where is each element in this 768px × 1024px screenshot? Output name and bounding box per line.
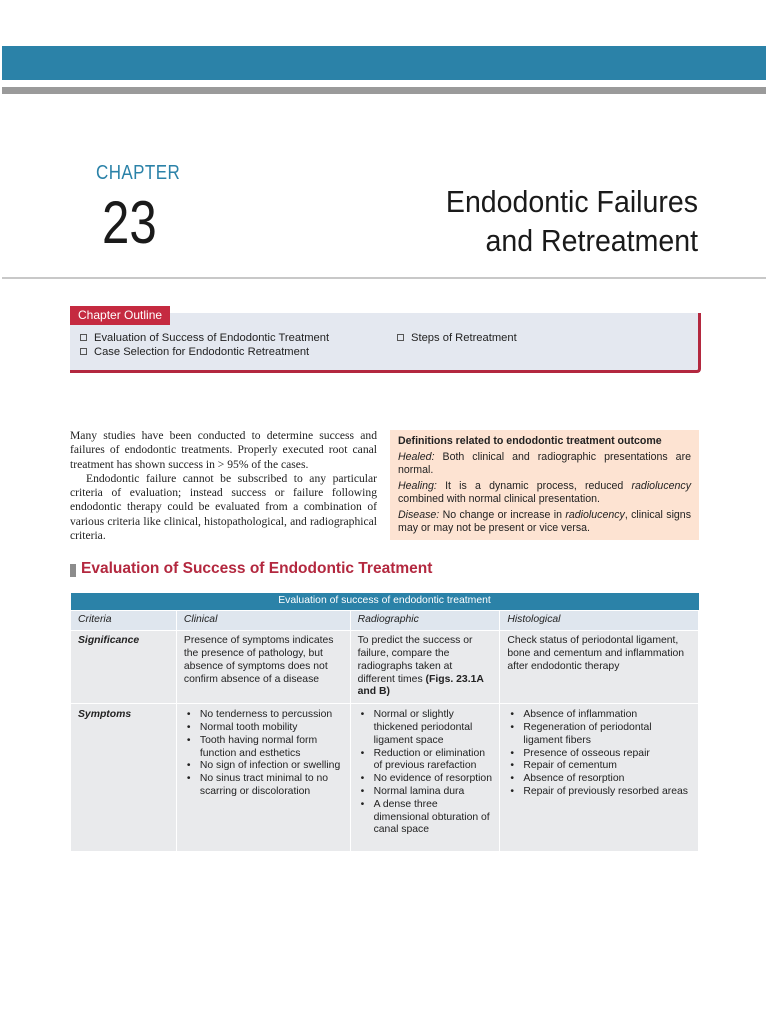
definition-emphasis: radiolucency xyxy=(565,509,625,521)
header-color-bar xyxy=(2,46,766,80)
list-item: • Absence of resorption xyxy=(507,773,691,786)
definition-text: No change or increase in xyxy=(439,509,566,521)
table-cell xyxy=(500,704,699,852)
intro-paragraph-1: Many studies have been conducted to determine success and failures of endodontic treatments. Properly executed root canal treatment has shown success in > 95% of the cases. xyxy=(70,429,377,471)
table-cell: Presence of symptoms indicates the presence of pathology, but absence of symptoms does not confirm absence of a disease xyxy=(176,631,350,704)
checkbox-icon xyxy=(80,334,87,341)
intro-text xyxy=(70,429,377,543)
bullet-list xyxy=(507,709,691,799)
table-row xyxy=(71,631,699,704)
definition-healed xyxy=(398,451,691,477)
intro-paragraph-2: Endodontic failure cannot be subscribed to any particular criteria of evaluation; instead success or failure following endodontic therapy could be evaluated from a combination of various criteria like clinical, histopathological, and radiographical criteria. xyxy=(70,471,377,543)
checkbox-icon xyxy=(397,334,404,341)
outline-item-label: Evaluation of Success of Endodontic Treatment xyxy=(94,332,330,344)
outline-item[interactable] xyxy=(393,331,517,345)
outline-list-right xyxy=(393,331,517,345)
row-label: Significance xyxy=(71,631,177,704)
list-item: • No sinus tract minimal to no scarring or discoloration xyxy=(184,773,343,799)
list-item: • No tenderness to percussion xyxy=(184,709,343,722)
list-item: • Absence of inflammation xyxy=(507,709,691,722)
outline-item[interactable] xyxy=(76,345,329,359)
definition-term: Healed: xyxy=(398,451,435,463)
definition-emphasis: radiolucency xyxy=(631,480,691,492)
chapter-outline-tag: Chapter Outline xyxy=(70,306,170,325)
definition-disease xyxy=(398,509,691,535)
list-item: • No evidence of resorption xyxy=(358,773,493,786)
definition-term: Healing: xyxy=(398,480,437,492)
table-cell xyxy=(176,704,350,852)
bullet-list xyxy=(184,709,343,799)
list-item: • Repair of previously resorbed areas xyxy=(507,786,691,799)
header-gray-bar xyxy=(2,87,766,94)
chapter-title xyxy=(446,182,698,260)
title-divider xyxy=(2,277,766,279)
column-header: Criteria xyxy=(71,610,177,631)
list-item: • Normal lamina dura xyxy=(358,786,493,799)
outline-list-left xyxy=(76,331,329,359)
column-header: Radiographic xyxy=(350,610,500,631)
table-caption: Evaluation of success of endodontic treatment xyxy=(71,593,699,610)
outline-item-label: Steps of Retreatment xyxy=(411,332,517,344)
table-row xyxy=(71,704,699,852)
row-label: Symptoms xyxy=(71,704,177,852)
definitions-heading: Definitions related to endodontic treatment outcome xyxy=(398,435,662,447)
definition-text: Both clinical and radiographic presentations are normal. xyxy=(398,451,691,476)
list-item: • Presence of osseous repair xyxy=(507,748,691,761)
bullet-list xyxy=(358,709,493,837)
chapter-title-line2: and Retreatment xyxy=(485,223,698,258)
list-item: • Normal tooth mobility xyxy=(184,722,343,735)
list-item: • No sign of infection or swelling xyxy=(184,760,343,773)
list-item: • Reduction or elimination of previous rarefaction xyxy=(358,748,493,774)
section-marker xyxy=(70,564,76,577)
definition-text: , clinical signs may or may not be present or vice versa. xyxy=(398,509,691,534)
definitions-box xyxy=(390,430,699,540)
definition-term: Disease: xyxy=(398,509,440,521)
list-item: • Repair of cementum xyxy=(507,760,691,773)
chapter-number: 23 xyxy=(102,189,157,256)
list-item: • Normal or slightly thickened periodontal ligament space xyxy=(358,709,493,747)
figure-reference: (Figs. 23.1A and B) xyxy=(357,673,484,698)
checkbox-icon xyxy=(80,348,87,355)
evaluation-table xyxy=(70,593,699,852)
list-item: • A dense three dimensional obturation of canal space xyxy=(358,799,493,837)
definition-text: It is a dynamic process, reduced xyxy=(436,480,632,492)
outline-item[interactable] xyxy=(76,331,329,345)
list-item: • Tooth having normal form function and esthetics xyxy=(184,735,343,761)
chapter-label: CHAPTER xyxy=(96,162,181,184)
list-item: • Regeneration of periodontal ligament fibers xyxy=(507,722,691,748)
table-cell xyxy=(350,631,500,704)
chapter-title-line1: Endodontic Failures xyxy=(445,184,698,219)
definition-healing xyxy=(398,480,691,506)
definition-text: combined with normal clinical presentation. xyxy=(398,493,600,505)
table-header-row xyxy=(71,610,699,631)
table-cell xyxy=(350,704,500,852)
column-header: Histological xyxy=(500,610,699,631)
section-heading: Evaluation of Success of Endodontic Treatment xyxy=(81,560,433,577)
table-cell: Check status of periodontal ligament, bone and cementum and inflammation after endodontic therapy xyxy=(500,631,699,704)
column-header: Clinical xyxy=(176,610,350,631)
cell-text: To predict the success or failure, compare the radiographs taken at different times xyxy=(357,635,473,685)
outline-item-label: Case Selection for Endodontic Retreatment xyxy=(94,346,310,358)
